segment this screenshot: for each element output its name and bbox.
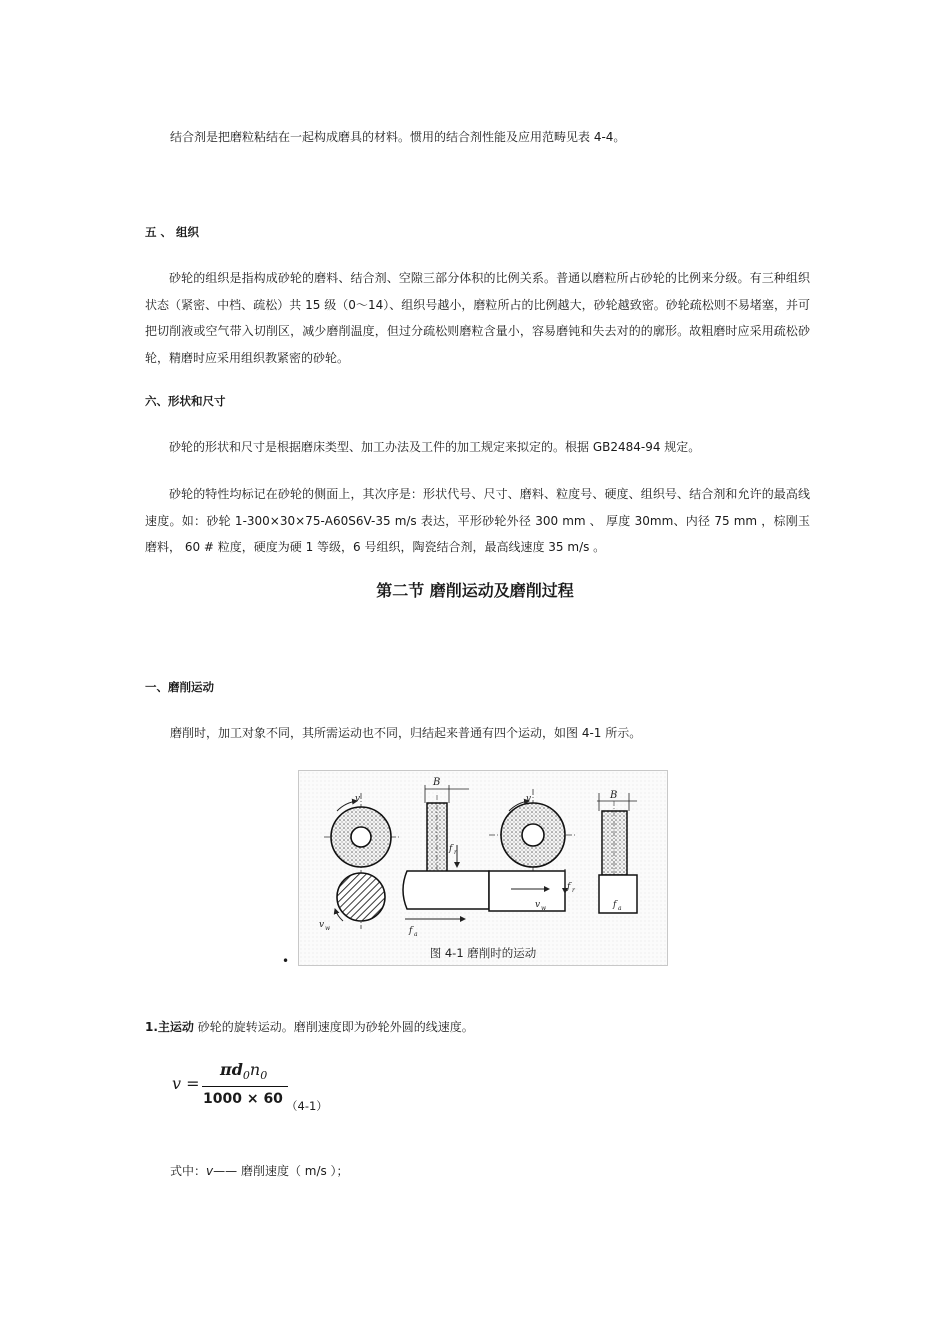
heading-structure: 五 、 组织 — [145, 225, 200, 239]
equation-denominator: 1000 × 60 — [203, 1091, 283, 1107]
grinding-motion-paragraph: 磨削时，加工对象不同，其所需运动也不同，归结起来普通有四个运动，如图 4-1 所示。 — [170, 726, 642, 740]
heading-shape-size: 六、形状和尺寸 — [145, 394, 226, 408]
main-motion-line — [145, 1014, 474, 1040]
main-motion-label: 1.主运动 — [145, 1020, 194, 1034]
diagram-surface-side — [597, 793, 637, 913]
fraction-bar — [202, 1086, 288, 1087]
label-v-2: v — [526, 794, 532, 804]
label-fa-2-sub: a — [618, 905, 622, 912]
section-title: 第二节 磨削运动及磨削过程 — [376, 581, 574, 600]
list-bullet: • — [282, 954, 290, 968]
label-vw-2: v — [535, 900, 541, 910]
label-fr-2-sub: r — [572, 887, 575, 894]
where-prefix: 式中： — [170, 1164, 207, 1178]
label-vw-1-sub: w — [325, 925, 331, 932]
label-b-2: B — [610, 790, 618, 801]
figure-diagram — [299, 771, 667, 965]
figure-caption: 图 4-1 磨削时的运动 — [429, 946, 537, 960]
label-fr-1: f — [449, 844, 453, 854]
figure-grinding-motions — [298, 770, 668, 966]
structure-paragraph: 砂轮的组织是指构成砂轮的磨料、结合剂、空隙三部分体积的比例关系。普通以磨粒所占砂轮的比例来分级。有三种组织状态（紧密、中档、疏松）共 15 级（0～14）、组织号越小，磨粒所占的比例越大，砂轮越致密。砂轮疏松则不易堵塞，并可把切削液或空气带入切削区，减少磨削温度，但过分疏松则磨粒含量小，容易磨钝和失去对的的廓形。故粗磨时应采用疏松砂轮，精磨时应采用组织教紧密的砂轮。 — [145, 271, 810, 365]
label-fa-1-sub: a — [414, 931, 418, 938]
heading-grinding-motion: 一、磨削运动 — [145, 680, 214, 694]
marking-paragraph: 砂轮的特性均标记在砂轮的侧面上，其次序是：形状代号、尺寸、磨料、粒度号、硬度、组织号、结合剂和允许的最高线速度。如：砂轮 1-300×30×75-A60S6V-35 m/s 表达，平形砂轮外径 300 mm 、 厚度 30mm、内径 75 mm ，棕刚玉磨料， 60 # 粒度，硬度为硬 1 等级，6 号组织，陶瓷结合剂，最高线速度 35 m/s 。 — [145, 487, 810, 554]
diagram-surface — [489, 789, 577, 911]
label-fr-2: f — [567, 882, 571, 892]
numerator-sub-2: 0 — [260, 1069, 268, 1083]
label-v-1: v — [355, 794, 361, 804]
equation-lhs: v = — [172, 1074, 200, 1093]
where-text: —— 磨削速度（ m/s ）； — [213, 1164, 349, 1178]
main-motion-text: 砂轮的旋转运动。磨削速度即为砂轮外圆的线速度。 — [193, 1020, 474, 1034]
equation-4-1 — [170, 1060, 430, 1120]
where-line — [170, 1158, 349, 1184]
label-fa-2: f — [613, 900, 617, 910]
shape-size-paragraph: 砂轮的形状和尺寸是根据磨床类型、加工办法及工件的加工规定来拟定的。根据 GB2484-94 规定。 — [169, 440, 701, 454]
equation-number: （4-1） — [286, 1099, 328, 1113]
where-symbol: v — [206, 1164, 214, 1178]
label-vw-1: v — [319, 920, 325, 930]
label-fa-1: f — [409, 926, 413, 936]
equation-numerator — [220, 1060, 267, 1082]
diagram-side-cylindrical — [403, 785, 489, 919]
diagram-cylindrical — [324, 793, 399, 929]
numerator-pi-d: πd — [220, 1060, 243, 1079]
intro-paragraph: 结合剂是把磨粒粘结在一起构成磨具的材料。惯用的结合剂性能及应用范畴见表 4-4。 — [170, 130, 626, 144]
numerator-n: n — [249, 1060, 261, 1079]
numerator-sub-1: 0 — [242, 1069, 250, 1083]
label-fr-1-sub: r — [454, 849, 457, 856]
label-vw-2-sub: w — [541, 905, 547, 912]
label-b-1: B — [433, 777, 441, 788]
